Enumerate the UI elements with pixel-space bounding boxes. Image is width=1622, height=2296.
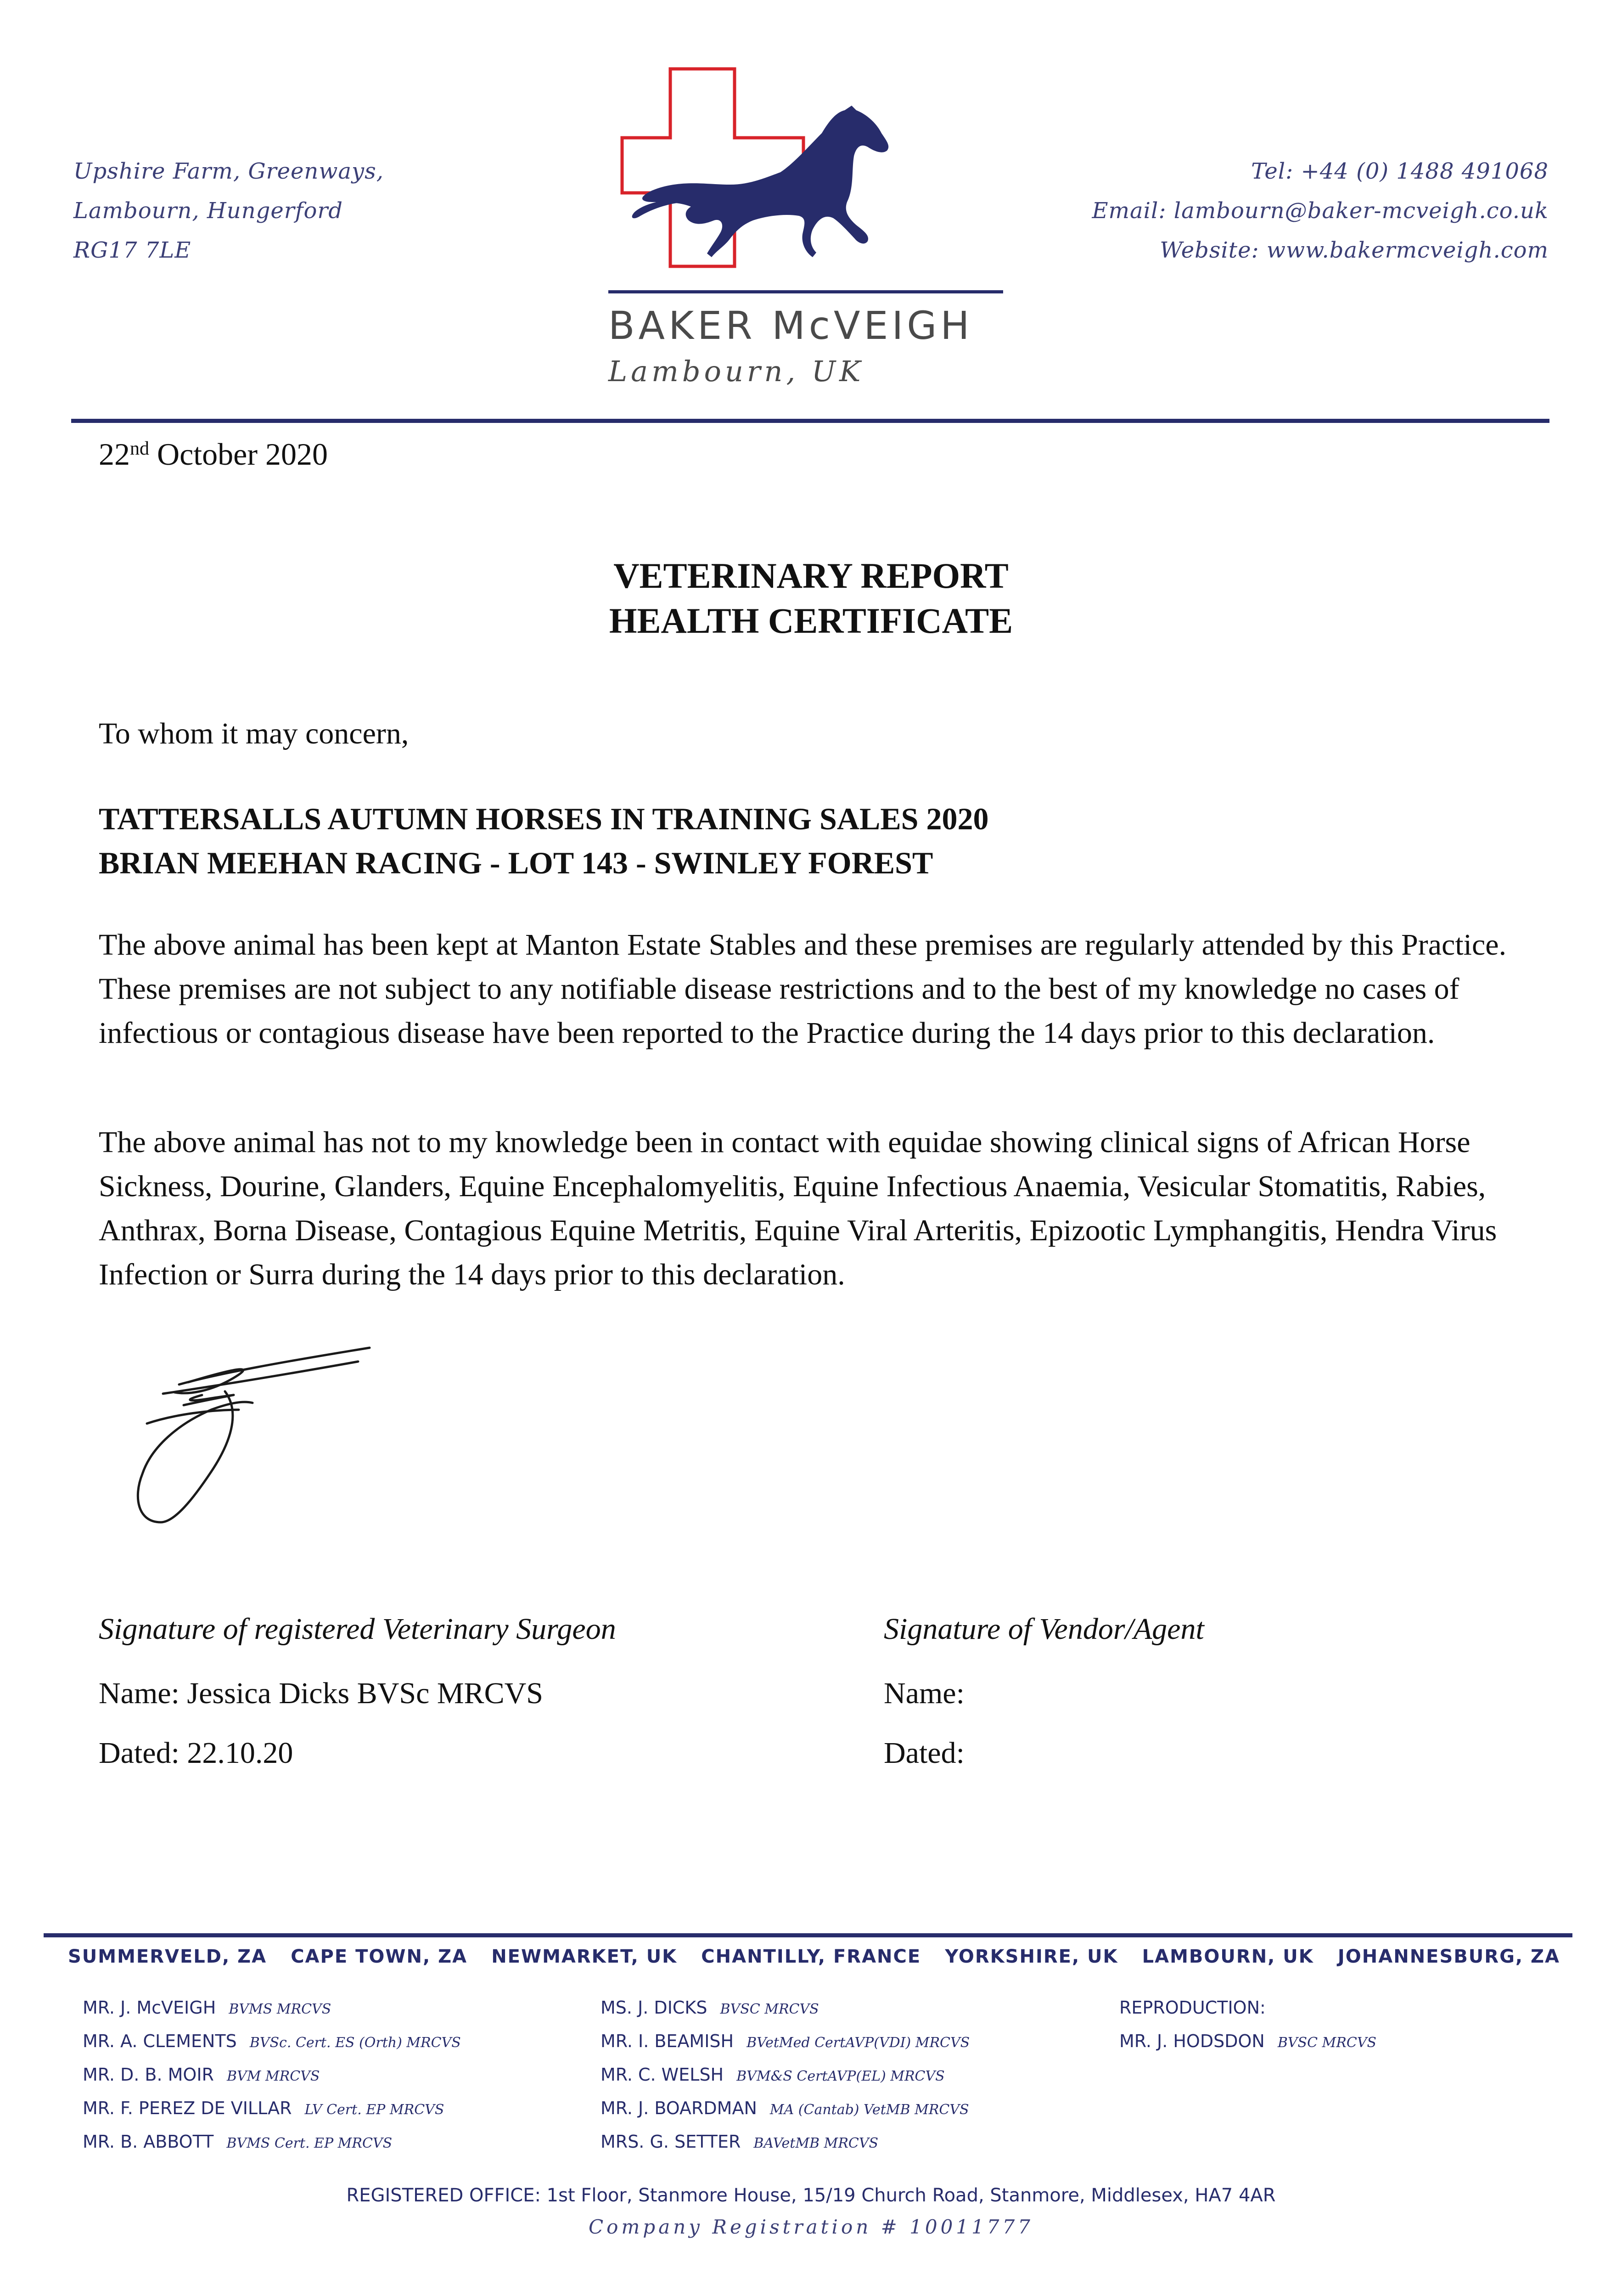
staff-column-2 <box>601 1998 970 2165</box>
vet-dated: Dated: 22.10.20 <box>99 1736 293 1770</box>
document-title <box>0 553 1622 643</box>
subject-line: BRIAN MEEHAN RACING - LOT 143 - SWINLEY FOREST <box>99 845 933 880</box>
company-registration: Company Registration # 10011777 <box>589 2216 1033 2238</box>
staff-entry <box>1119 2031 1376 2065</box>
letter-date <box>99 436 328 473</box>
vendor-signature-label: Signature of Vendor/Agent <box>884 1612 1204 1646</box>
registered-office: REGISTERED OFFICE: 1st Floor, Stanmore House, 15/19 Church Road, Stanmore, Middlesex, HA7 4AR <box>346 2185 1276 2206</box>
staff-entry <box>601 2031 970 2065</box>
staff-qualifications: BAVetMB MRCVS <box>753 2135 879 2151</box>
practice-address <box>73 152 487 270</box>
website-line: Website: www.bakermcveigh.com <box>1160 237 1549 263</box>
date-suffix: nd <box>130 438 149 459</box>
subject-line: TATTERSALLS AUTUMN HORSES IN TRAINING SALES 2020 <box>99 801 989 836</box>
staff-column-1 <box>83 1998 461 2165</box>
title-line: VETERINARY REPORT <box>613 556 1009 596</box>
greeting: To whom it may concern, <box>99 717 409 750</box>
brand-name: BAKER McVEIGH <box>608 303 973 348</box>
brand-location: Lambourn, UK <box>608 355 864 388</box>
staff-entry <box>601 2098 970 2132</box>
office-locations <box>68 1946 1560 1967</box>
vendor-dated: Dated: <box>884 1736 965 1770</box>
office-location: LAMBOURN, UK <box>1142 1946 1314 1967</box>
date-month-year: October 2020 <box>149 437 328 472</box>
staff-qualifications: BVSC MRCVS <box>720 2001 819 2017</box>
office-location: CHANTILLY, FRANCE <box>701 1946 921 1967</box>
staff-entry <box>601 2065 970 2098</box>
staff-name: MR. B. ABBOTT <box>83 2132 214 2152</box>
staff-qualifications: LV Cert. EP MRCVS <box>304 2102 444 2118</box>
staff-name: MR. C. WELSH <box>601 2065 724 2085</box>
premises-paragraph: The above animal has been kept at Manton Estate Stables and these premises are regularly attended by this Practice. These premises are not subject to any notifiable disease restrictions and to the best of my knowledge no cases of infectious or contagious disease have been reported to the Practice during the 14 days prior to this declaration. <box>99 928 1507 1050</box>
staff-column-3 <box>1119 1998 1376 2065</box>
red-cross-icon <box>622 69 803 266</box>
vendor-name: Name: <box>884 1677 965 1710</box>
staff-name: MRS. G. SETTER <box>601 2132 741 2152</box>
staff-name: MR. J. BOARDMAN <box>601 2098 757 2118</box>
staff-name: MS. J. DICKS <box>601 1998 707 2018</box>
header-divider <box>71 419 1549 423</box>
office-location: JOHANNESBURG, ZA <box>1337 1946 1560 1967</box>
staff-qualifications: BVMS Cert. EP MRCVS <box>226 2135 393 2151</box>
office-location: CAPE TOWN, ZA <box>291 1946 468 1967</box>
logo-rule <box>608 290 1003 293</box>
staff-name: MR. A. CLEMENTS <box>83 2031 237 2051</box>
baker-mcveigh-logo <box>597 64 1010 404</box>
staff-entry <box>83 2132 461 2165</box>
staff-qualifications: MA (Cantab) VetMB MRCVS <box>769 2102 969 2118</box>
staff-name: MR. J. HODSDON <box>1119 2031 1265 2051</box>
email-line: Email: lambourn@baker-mcveigh.co.uk <box>1092 198 1549 224</box>
staff-name: MR. D. B. MOIR <box>83 2065 214 2085</box>
subject-heading <box>99 797 989 885</box>
office-location: SUMMERVELD, ZA <box>68 1946 267 1967</box>
staff-qualifications: BVMS MRCVS <box>229 2001 331 2017</box>
staff-entry <box>83 2065 461 2098</box>
title-line: HEALTH CERTIFICATE <box>609 601 1013 641</box>
staff-qualifications: BVM MRCVS <box>226 2068 320 2084</box>
staff-qualifications: BVM&S CertAVP(EL) MRCVS <box>736 2068 945 2084</box>
vet-signature <box>119 1341 376 1534</box>
address-line: Upshire Farm, Greenways, <box>73 158 384 184</box>
staff-entry <box>601 1998 970 2031</box>
reproduction-heading: REPRODUCTION: <box>1119 1998 1266 2018</box>
staff-entry <box>83 1998 461 2031</box>
staff-name: MR. J. McVEIGH <box>83 1998 216 2018</box>
address-line: RG17 7LE <box>73 237 191 263</box>
practice-contact <box>998 152 1549 270</box>
address-line: Lambourn, Hungerford <box>73 198 343 224</box>
staff-name: MR. F. PEREZ DE VILLAR <box>83 2098 292 2118</box>
vet-name: Name: Jessica Dicks BVSc MRCVS <box>99 1677 543 1710</box>
staff-name: MR. I. BEAMISH <box>601 2031 734 2051</box>
staff-entry <box>83 2098 461 2132</box>
office-location: YORKSHIRE, UK <box>945 1946 1118 1967</box>
staff-entry <box>83 2031 461 2065</box>
office-location: NEWMARKET, UK <box>491 1946 678 1967</box>
staff-qualifications: BVetMed CertAVP(VDI) MRCVS <box>746 2035 970 2051</box>
vet-signature-label: Signature of registered Veterinary Surgeon <box>99 1612 616 1646</box>
contact-paragraph: The above animal has not to my knowledge been in contact with equidae showing clinical signs of African Horse Sickness, Dourine, Glanders, Equine Encephalomyelitis, Equine Infectious Anaemia, Vesicular Stomatitis, Rabies, Anthrax, Borna Disease, Contagious Equine Metritis, Equine Viral Arteritis, Epizootic Lymphangitis, Hendra Virus Infection or Surra during the 14 days prior to this declaration. <box>99 1125 1497 1291</box>
staff-qualifications: BVSc. Cert. ES (Orth) MRCVS <box>249 2035 461 2051</box>
staff-qualifications: BVSC MRCVS <box>1277 2035 1377 2051</box>
staff-entry <box>601 2132 970 2165</box>
date-day: 22 <box>99 437 130 472</box>
footer-divider <box>44 1933 1572 1937</box>
phone-line: Tel: +44 (0) 1488 491068 <box>1251 158 1549 184</box>
